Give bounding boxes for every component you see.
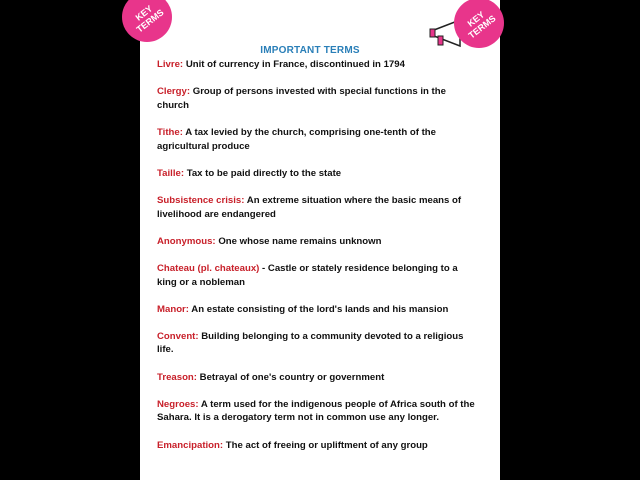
term-word: Manor: (157, 303, 189, 315)
term-definition: Tax to be paid directly to the state (186, 167, 342, 179)
term-definition: One whose name remains unknown (218, 235, 382, 247)
term-word: Anonymous: (157, 235, 216, 247)
key-terms-badge-left (122, 0, 172, 42)
document-page (133, 0, 500, 480)
term-entry (157, 303, 477, 317)
key-terms-badge-right (454, 0, 504, 48)
term-word: Taille: (157, 167, 185, 179)
term-word: Tithe: (157, 126, 183, 138)
term-entry (157, 167, 477, 181)
term-entry (157, 262, 477, 289)
badge-left-text: KEY TERMS (133, 3, 166, 35)
page-title: IMPORTANT TERMS (260, 45, 360, 56)
term-word: Treason: (157, 371, 197, 383)
term-entry (157, 126, 477, 153)
term-definition: Group of persons invested with special functions in the church (157, 86, 446, 111)
term-word: Negroes: (157, 398, 199, 410)
term-word: Convent: (157, 330, 199, 342)
term-word: Emancipation: (157, 439, 224, 451)
term-definition: Building belonging to a community devoted to a religious life. (157, 330, 464, 356)
term-entry (157, 439, 477, 453)
badge-right-text: KEY TERMS (465, 9, 498, 41)
term-word: Subsistence crisis: (157, 194, 245, 206)
term-word: Livre: (157, 59, 184, 70)
term-definition: A tax levied by the church, comprising one-tenth of the agricultural produce (157, 126, 436, 152)
term-entry (157, 398, 477, 425)
term-definition: - Castle or stately residence belonging to a king or a nobleman (157, 262, 458, 288)
term-definition: The act of freeing or upliftment of any group (225, 439, 428, 451)
term-entry (157, 235, 477, 249)
term-definition: Unit of currency in France, discontinued in 1794 (185, 59, 405, 70)
term-entry (157, 371, 477, 385)
term-entry (157, 58, 477, 72)
term-word: Chateau (pl. chateaux) (157, 262, 260, 274)
term-definition: An extreme situation where the basic means of livelihood are endangered (157, 194, 462, 220)
term-entry (157, 330, 477, 357)
term-entry (157, 85, 477, 112)
term-entry (157, 194, 477, 221)
term-definition: Betrayal of one's country or government (199, 371, 385, 383)
terms-list (157, 58, 477, 466)
term-word: Clergy: (157, 86, 191, 98)
term-definition: A term used for the indigenous people of Africa south of the Sahara. It is a derogatory term not in common use any longer. (157, 398, 475, 424)
term-definition: An estate consisting of the lord's lands and his mansion (191, 303, 449, 315)
